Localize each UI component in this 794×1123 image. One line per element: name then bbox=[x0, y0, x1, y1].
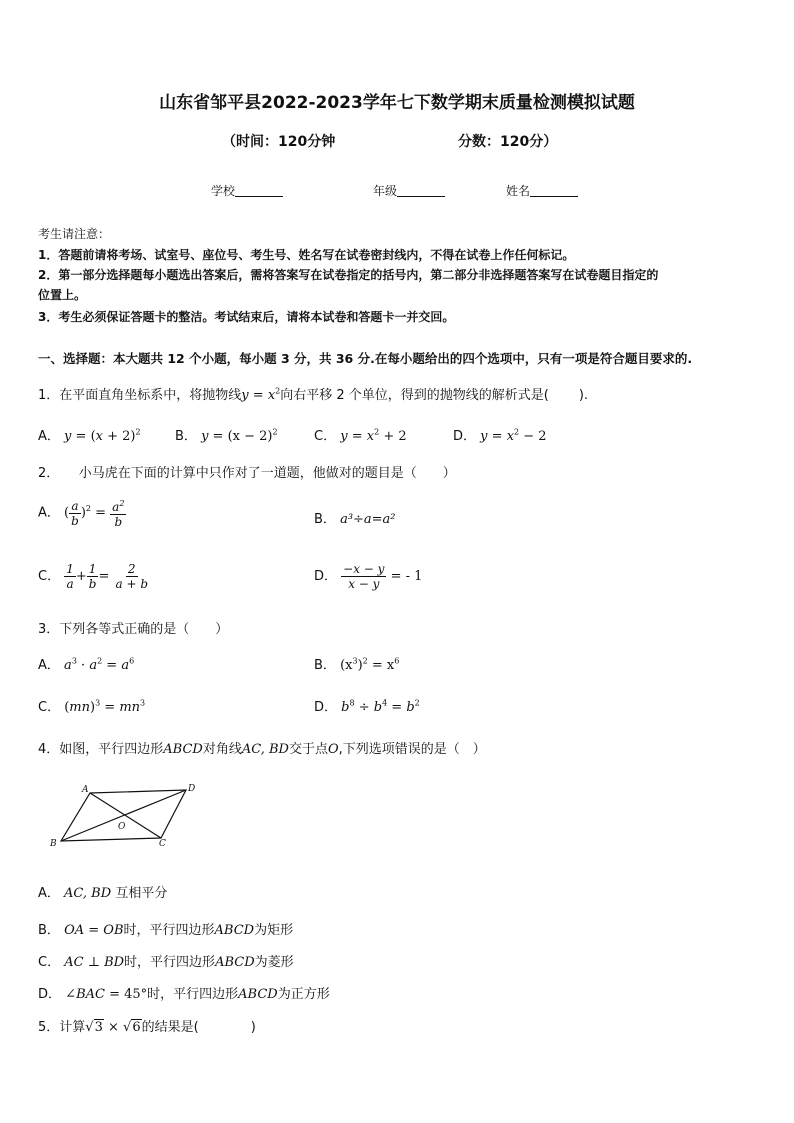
q2-option-b[interactable]: B． a³÷a=a² bbox=[314, 512, 396, 527]
notice-item-1: 1．答题前请将考场、试室号、座位号、考生号、姓名写在试卷密封线内，不得在试卷上作任何标记。 bbox=[38, 248, 575, 262]
q1-option-c[interactable]: C． $y = x^2 + 2$ bbox=[314, 427, 407, 444]
label-a: A bbox=[82, 785, 89, 795]
label-d: D bbox=[188, 784, 196, 794]
name-blank bbox=[530, 184, 578, 197]
q1-option-a[interactable]: A． $y = (x + 2)^2$ bbox=[38, 427, 141, 444]
school-field[interactable] bbox=[211, 182, 283, 199]
notice-item-2: 2．第一部分选择题每小题选出答案后，需将答案写在试卷指定的括号内，第二部分非选择题答案写在试卷题目指定的 bbox=[38, 268, 659, 282]
label-o: O bbox=[118, 822, 126, 832]
parallelogram-figure bbox=[44, 780, 204, 850]
q4-option-d[interactable]: D． ∠BAC = 45°时，平行四边形ABCD为正方形 bbox=[38, 987, 330, 1002]
question-2-stem: 2． 小马虎在下面的计算中只作对了一道题，他做对的题目是（ ） bbox=[38, 466, 456, 481]
q4-option-c[interactable]: C． AC ⊥ BD时，平行四边形ABCD为菱形 bbox=[38, 955, 294, 970]
q4-option-a[interactable]: A． AC, BD 互相平分 bbox=[38, 886, 168, 901]
q3-option-c[interactable]: C． $(mn)^3 = mn^3$ bbox=[38, 698, 146, 715]
grade-field[interactable] bbox=[373, 182, 445, 199]
label-c: C bbox=[159, 839, 166, 849]
notice-heading: 考生请注意： bbox=[38, 227, 111, 241]
q3-option-a[interactable]: A． $a^3 \cdot a^2 = a^6$ bbox=[38, 656, 135, 673]
notice-item-3: 3．考生必须保证答题卡的整洁。考试结束后，请将本试卷和答题卡一并交回。 bbox=[38, 310, 455, 324]
q3-option-b[interactable]: B． $(x^3)^2 = x^6$ bbox=[314, 656, 400, 673]
sqrt-6: √6 bbox=[123, 1020, 141, 1035]
sqrt-3: √3 bbox=[85, 1020, 103, 1035]
section-heading: 一、选择题：本大题共 12 个小题，每小题 3 分，共 36 分.在每小题给出的四个选项中，只有一项是符合题目要求的. bbox=[38, 351, 693, 366]
question-3-stem: 3．下列各等式正确的是（ ） bbox=[38, 622, 229, 637]
q1-option-d[interactable]: D． $y = x^2 - 2$ bbox=[453, 427, 547, 444]
q2-option-a[interactable]: A． ( $\frac{a}{b}$ )$^2$ = $\frac{a^2}{b}$ bbox=[38, 498, 125, 529]
question-4-stem: 4．如图，平行四边形ABCD对角线AC, BD交于点O,下列选项错误的是（ ） bbox=[38, 742, 486, 757]
name-field[interactable] bbox=[506, 182, 578, 199]
question-5-stem: 5．计算√3 × √6的结果是( ) bbox=[38, 1020, 256, 1035]
q3-option-d[interactable]: D． $b^8 \div b^4 = b^2$ bbox=[314, 698, 420, 715]
school-label: 学校 bbox=[211, 184, 236, 198]
name-label: 姓名 bbox=[506, 184, 531, 198]
q2-option-d[interactable]: D． $\frac{-x - y}{x - y}$ = - 1 bbox=[314, 562, 423, 591]
q1-option-b[interactable]: B． $y = (x - 2)^2$ bbox=[175, 427, 278, 444]
q4-option-b[interactable]: B． OA = OB时，平行四边形ABCD为矩形 bbox=[38, 923, 294, 938]
exam-score: 分数：120分） bbox=[458, 134, 558, 150]
question-1-stem: 1．在平面直角坐标系中，将抛物线$y = x^2$向右平移 2 个单位，得到的抛物线的解析式是( ). bbox=[38, 386, 589, 403]
page-title: 山东省邹平县2022-2023学年七下数学期末质量检测模拟试题 bbox=[159, 93, 635, 113]
grade-blank bbox=[397, 184, 445, 197]
grade-label: 年级 bbox=[373, 184, 398, 198]
notice-item-2-cont: 位置上。 bbox=[38, 288, 87, 302]
diagonal-ac bbox=[90, 793, 161, 838]
q2-option-c[interactable]: C． $\frac{1}{a}$ + $\frac{1}{b}$ = $\frac{2}{a + b}$ bbox=[38, 562, 149, 591]
q1-parabola: y bbox=[241, 388, 249, 403]
label-b: B bbox=[50, 839, 57, 849]
school-blank bbox=[235, 184, 283, 197]
exam-time: （时间：120分钟 bbox=[222, 134, 336, 150]
diagonal-bd bbox=[61, 790, 186, 841]
